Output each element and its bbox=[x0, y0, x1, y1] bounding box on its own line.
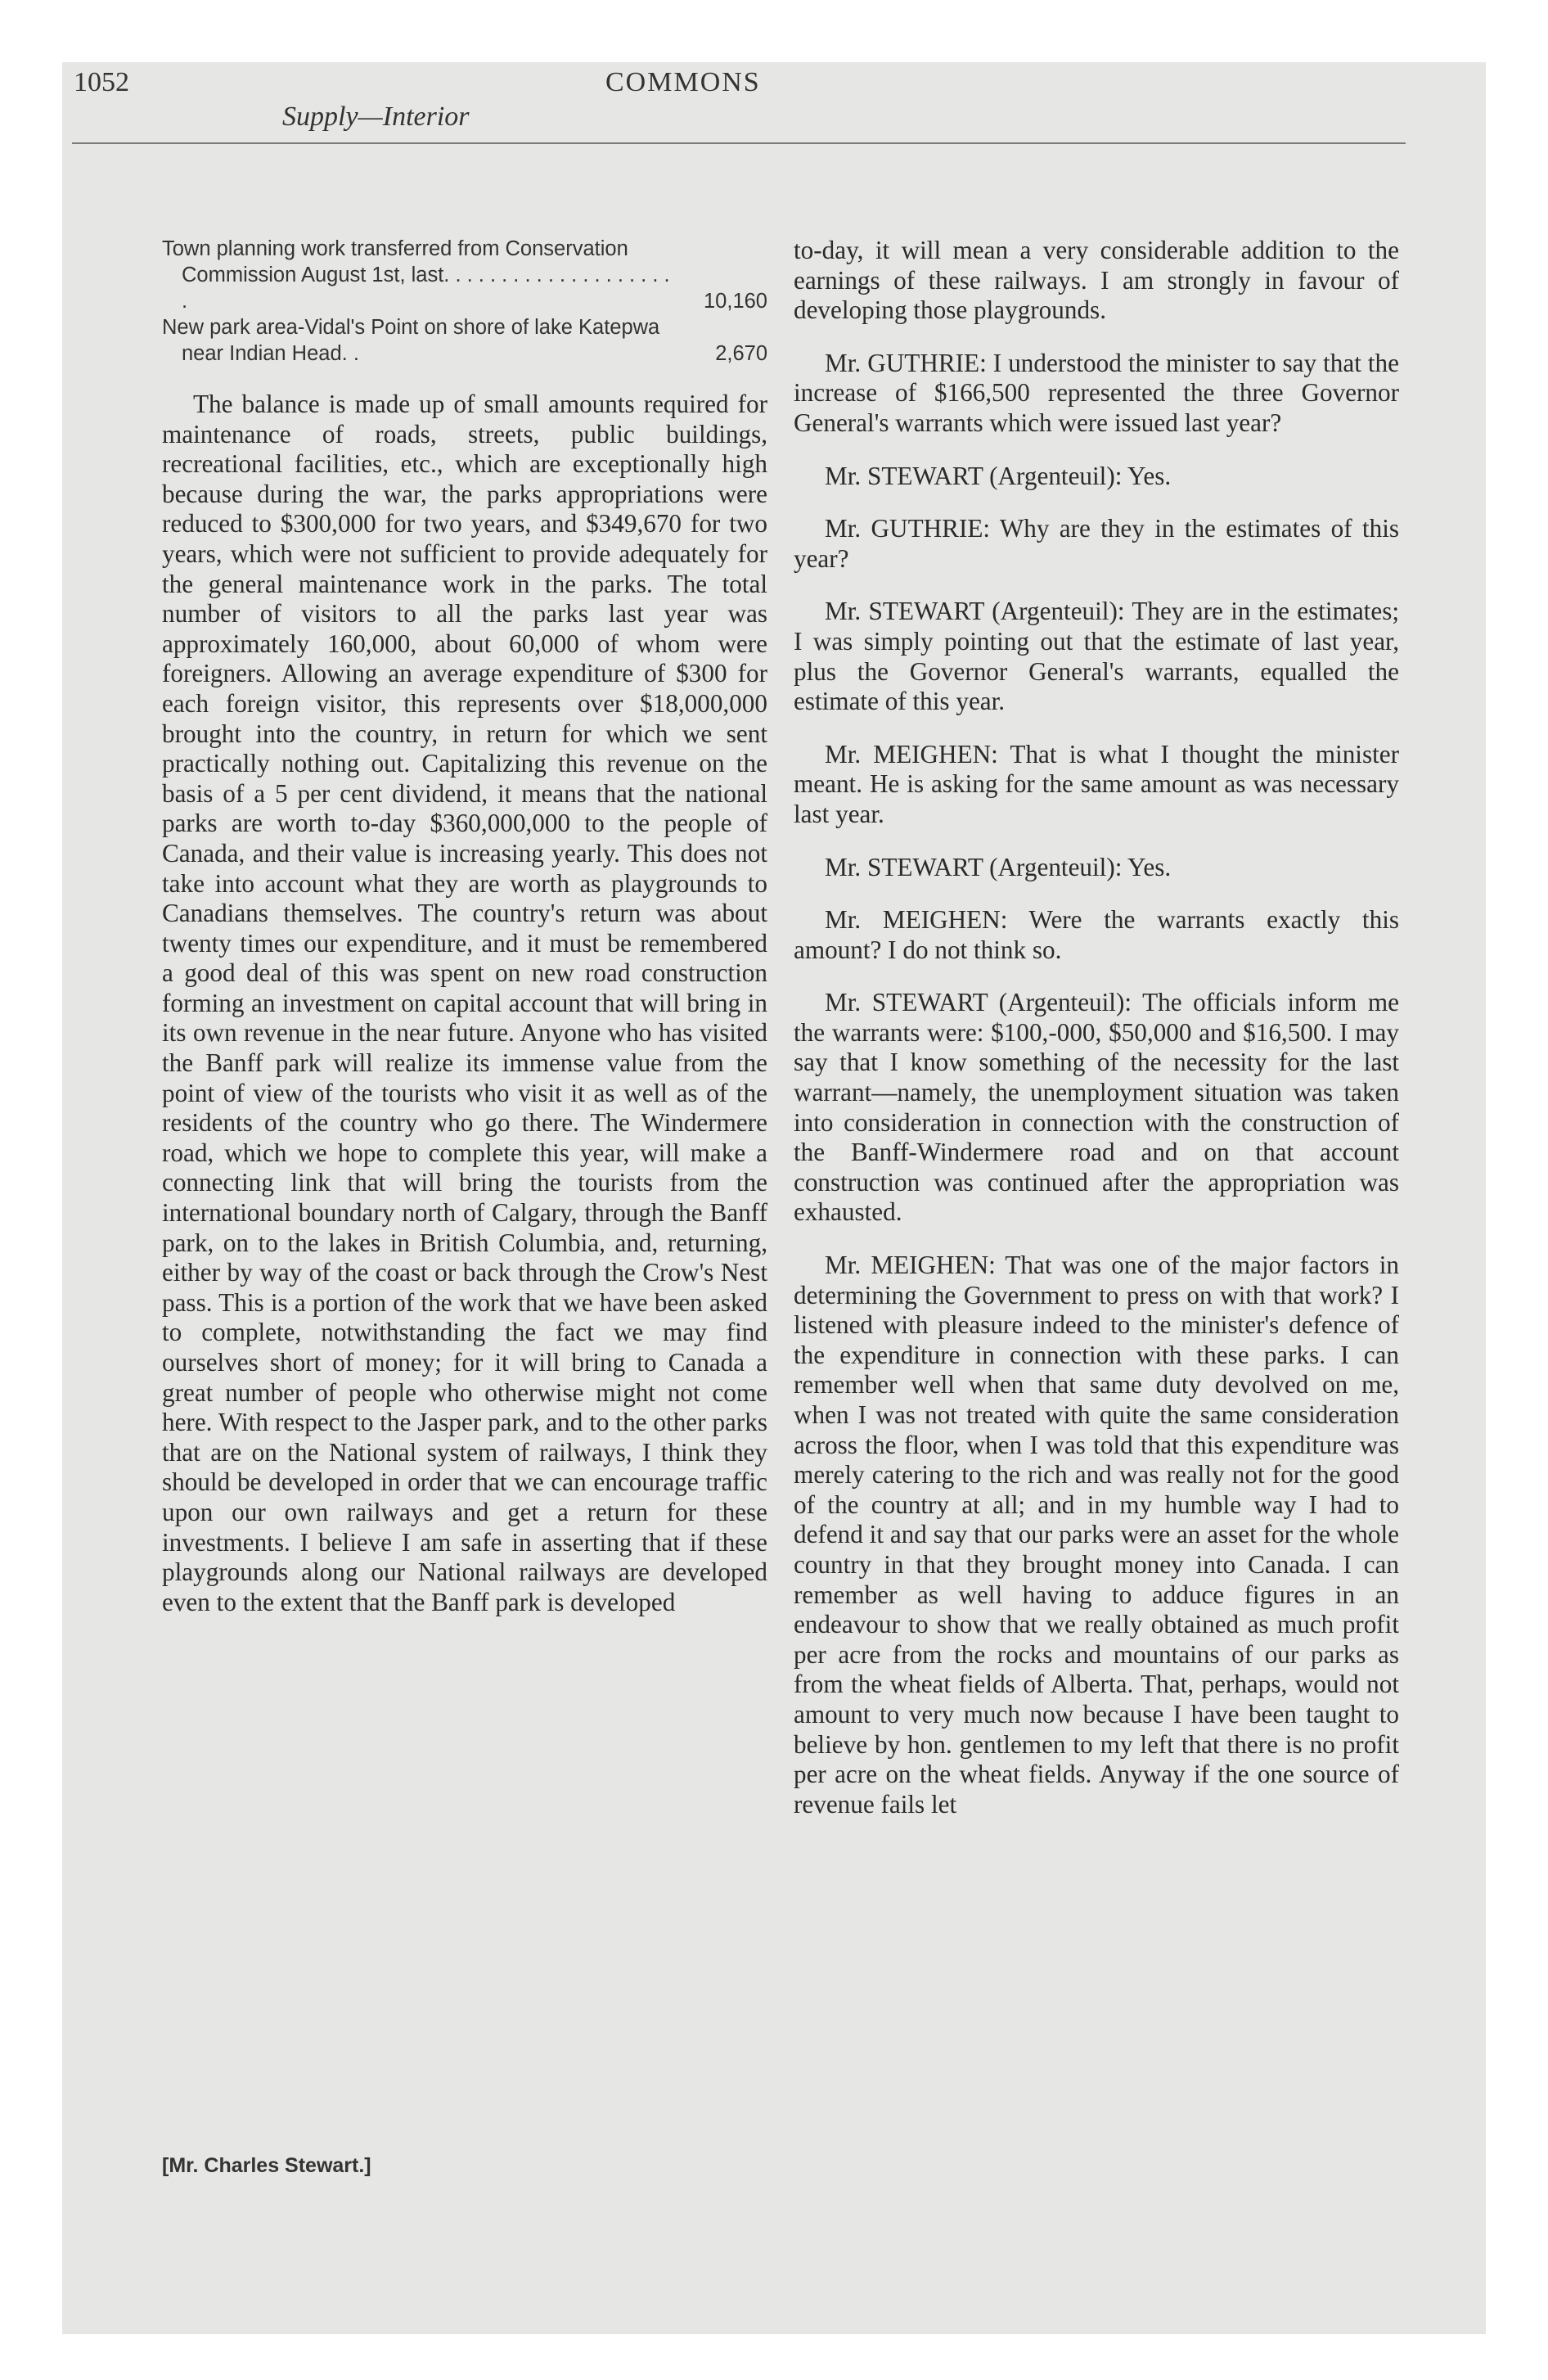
paragraph: Mr. MEIGHEN: That is what I thought the minister meant. He is asking for the same amount as was necessary last year. bbox=[794, 739, 1399, 828]
paragraph: Mr. STEWART (Argenteuil): Yes. bbox=[825, 461, 1172, 490]
page-number: 1052 bbox=[74, 67, 129, 97]
paragraph: Mr. MEIGHEN: That was one of the major factors in determining the Government to press on with that work? I listened with pleasure indeed to the minister's defence of the expenditure in connection with these parks. I can remember well when that same duty devolved on me, when I was not treated with quite the same consideration across the floor, when I was told that this expenditure was merely catering to the rich and was really not for the good of the country at all; and in my humble way I had to defend it and say that our parks were an asset for the whole country in that they brought money into Canada. I can remember as well having to adduce figures in an endeavour to show that we really obtained as much profit per acre from the rocks and mountains of our parks as from the wheat fields of Alberta. That, perhaps, would not amount to very much now because I have been taught to believe by hon. gentlemen to my left that there is no profit per acre on the wheat fields. Anyway if the one source of revenue fails let bbox=[794, 1251, 1399, 1819]
left-column bbox=[162, 236, 767, 1617]
paragraph: Mr. STEWART (Argenteuil): They are in the estimates; I was simply pointing out that the estimate of last year, plus the Governor General's warrants, equalled the estimate of this year. bbox=[794, 597, 1399, 716]
estimate-description: Town planning work transferred from Conservation Commission August 1st, last. . . . . . . . . . . . . . . . . . . . . bbox=[162, 237, 670, 313]
estimate-amount: 10,160 bbox=[704, 290, 767, 313]
paragraph: Mr. STEWART (Argenteuil): Yes. bbox=[825, 852, 1172, 881]
estimate-row bbox=[162, 314, 767, 367]
paragraph: Mr. STEWART (Argenteuil): The officials inform me the warrants were: $100,-000, $50,000 and $16,500. I may say that I know something of the necessity for the last warrant—namely, the unemployment situation was taken into consideration in connection with the construction of the Banff-Windermere road and on that account construction was continued after the appropriation was exhausted. bbox=[794, 988, 1399, 1227]
paragraph: Mr. GUTHRIE: I understood the minister to say that the increase of $166,500 represented the three Governor General's warrants which were issued last year? bbox=[794, 348, 1399, 437]
paragraph: Mr. GUTHRIE: Why are they in the estimates of this year? bbox=[794, 514, 1399, 573]
paragraph: to-day, it will mean a very considerable addition to the earnings of these railways. I am strongly in favour of developing those playgrounds. bbox=[794, 236, 1399, 325]
header-rule bbox=[72, 142, 1406, 144]
section-title: COMMONS bbox=[605, 67, 761, 97]
paragraph: The balance is made up of small amounts required for maintenance of roads, streets, public buildings, recreational facilities, etc., which are exceptionally high because during the war, the parks appropriations were reduced to $300,000 for two years, and $349,670 for two years, which were not sufficient to provide adequately for the general maintenance work in the parks. The total number of visitors to all the parks last year was approximately 160,000, about 60,000 of whom were foreigners. Allowing an average expenditure of $300 for each foreign visitor, this represents over $18,000,000 brought into the country, in return for which we sent practically nothing out. Capitalizing this revenue on the basis of a 5 per cent dividend, it means that the national parks are worth to-day $360,000,000 to the people of Canada, and their value is increasing yearly. This does not take into account what they are worth as playgrounds to Canadians themselves. The country's return was about twenty times our expenditure, and it must be remembered a good deal of this was spent on new road construction forming an investment on capital account that will bring in its own revenue in the near future. Anyone who has visited the Banff park will realize its immense value from the point of view of the tourists who visit it as well as of the residents of the country who go there. The Windermere road, which we hope to complete this year, will make a connecting link that will bring the tourists from the international boundary north of Calgary, through the Banff park, on to the lakes in British Columbia, and, returning, either by way of the coast or back through the Crow's Nest pass. This is a portion of the work that we have been asked to complete, notwithstanding the fact we may find ourselves short of money; for it will bring to Canada a great number of people who otherwise might not come here. With respect to the Jasper park, and to the other parks that are on the National system of railways, I think they should be developed in order that we can encourage traffic upon our own railways and get a return for these investments. I believe I am safe in asserting that if these playgrounds along our National railways are developed even to the extent that the Banff park is developed bbox=[162, 390, 767, 1616]
right-column bbox=[794, 236, 1399, 1842]
estimate-row bbox=[162, 236, 767, 314]
paragraph: Mr. MEIGHEN: Were the warrants exactly this amount? I do not think so. bbox=[794, 905, 1399, 964]
subject-title: Supply—Interior bbox=[282, 101, 470, 132]
estimate-amount: 2,670 bbox=[715, 342, 767, 365]
speaker-attribution: [Mr. Charles Stewart.] bbox=[162, 2154, 371, 2177]
estimate-table bbox=[162, 236, 767, 367]
estimate-description: New park area-Vidal's Point on shore of lake Katepwa near Indian Head. . bbox=[162, 316, 660, 365]
